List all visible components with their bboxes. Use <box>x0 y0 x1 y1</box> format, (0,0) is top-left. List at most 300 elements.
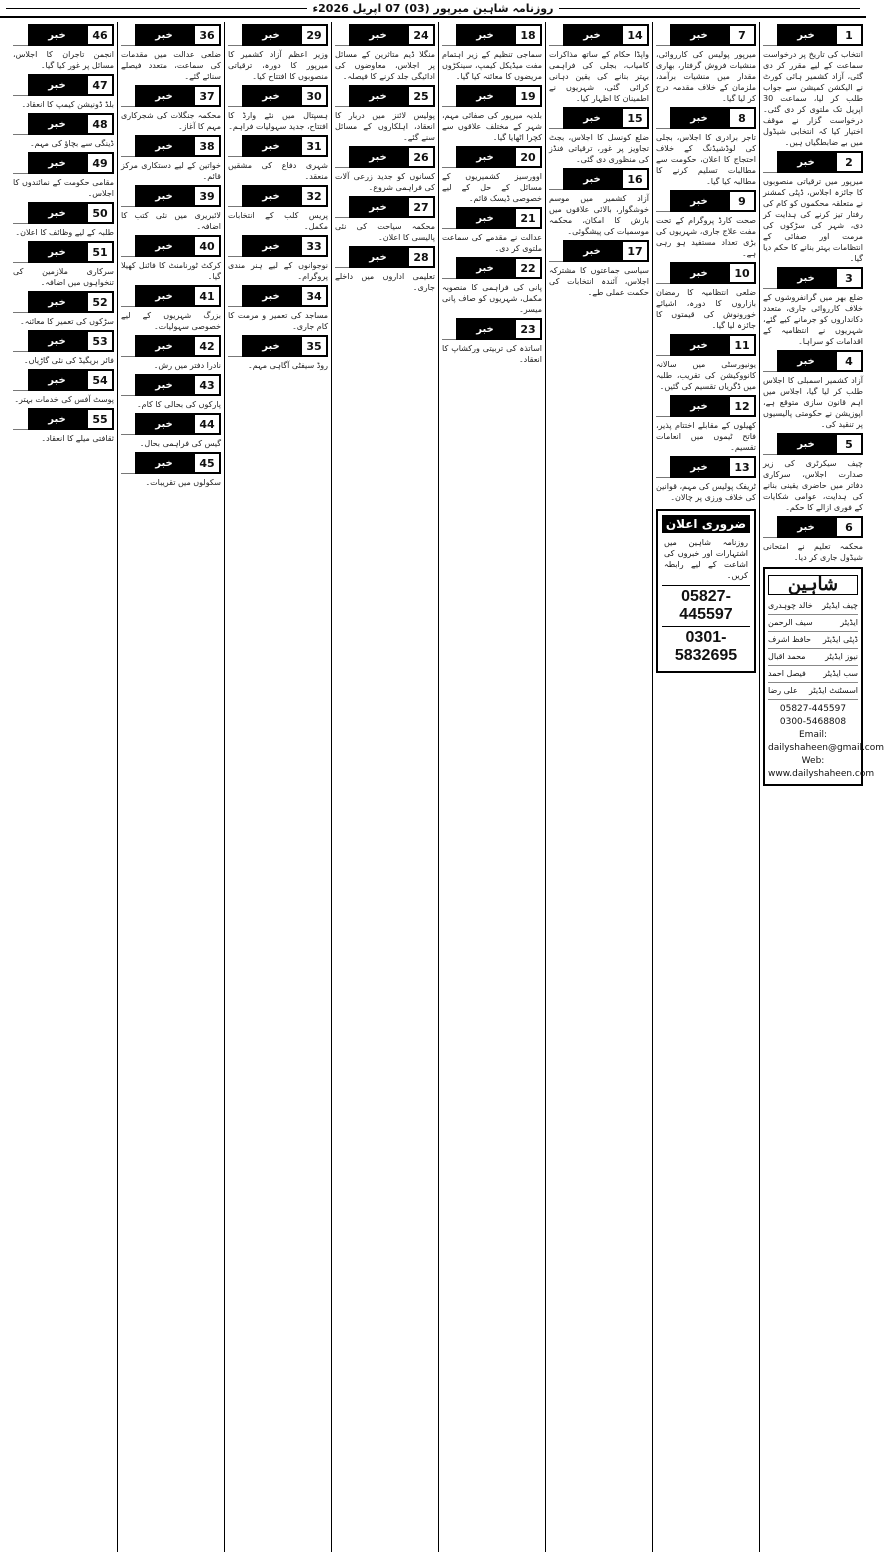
news-item-text: صحت کارڈ پروگرام کے تحت مفت علاج جاری، شہریوں کی بڑی تعداد مستفید ہو رہی ہے۔ <box>656 216 756 258</box>
news-item-tag: خبر <box>563 107 621 129</box>
news-item-tag: خبر <box>349 146 407 168</box>
news-item-tag: خبر <box>456 257 514 279</box>
label-rule <box>442 318 456 340</box>
news-item-number: 47 <box>86 74 114 96</box>
news-item-tag: خبر <box>563 240 621 262</box>
news-item-label <box>121 285 221 307</box>
news-item-number: 22 <box>514 257 542 279</box>
news-item-label <box>335 146 435 168</box>
news-item-number: 52 <box>86 291 114 313</box>
label-rule <box>763 433 777 455</box>
staff-row <box>768 683 858 700</box>
label-rule <box>763 350 777 372</box>
news-item-text: میرپور میں ترقیاتی منصوبوں کا جائزہ اجلاس، ڈپٹی کمشنر نے متعلقہ محکموں کو کام کی رفتار تیز کرنے کی ہدایت کر دی، شہر کی سڑکوں کی مرمت اور صفائی کے انتظامات بہتر بنانے کا حکم دیا گیا۔ <box>763 177 863 263</box>
label-rule <box>335 24 349 46</box>
news-item <box>13 330 114 366</box>
news-item-text: ضلع کونسل کا اجلاس، بجٹ تجاویز پر غور، ترقیاتی فنڈز کی منظوری دی گئی۔ <box>549 133 649 164</box>
news-item-number: 30 <box>300 85 328 107</box>
label-rule <box>13 330 28 352</box>
news-item <box>549 24 649 104</box>
staff-name: خالد چوہدری <box>768 601 813 610</box>
news-item <box>13 202 114 238</box>
news-item <box>763 24 863 148</box>
news-item <box>335 146 435 193</box>
notice-text: روزنامہ شاہین میں اشتہارات اور خبروں کی اشاعت کے لیے رابطہ کریں۔ <box>664 538 748 580</box>
page-number: (03) <box>404 1 430 15</box>
news-item <box>763 151 863 264</box>
news-item <box>656 262 756 331</box>
news-item-number: 2 <box>835 151 863 173</box>
news-item-text: انتخاب کی تاریخ پر درخواست سماعت کے لیے مقرر کر دی گئی، آزاد کشمیر ہائی کورٹ نے الیکشن کمیشن سے جواب طلب کر لیا، سماعت 30 اپریل تک ملتوی کر دی گئی۔ درخواست گزار نے موقف اختیار کیا کہ انتخابی شیڈول میں بے ضابطگیاں ہیں۔ <box>763 50 863 147</box>
news-item-tag: خبر <box>670 190 728 212</box>
news-item-tag: خبر <box>349 196 407 218</box>
news-item-tag: خبر <box>28 291 86 313</box>
news-item-label <box>656 395 756 417</box>
news-item-label <box>121 413 221 435</box>
staff-row <box>768 632 858 649</box>
news-item <box>656 24 756 104</box>
news-item <box>121 335 221 371</box>
news-item <box>228 335 328 371</box>
news-item-number: 19 <box>514 85 542 107</box>
news-item-text: روڈ سیفٹی آگاہی مہم۔ <box>248 361 328 370</box>
news-item-tag: خبر <box>242 135 300 157</box>
news-item-number: 20 <box>514 146 542 168</box>
news-item-text: کسانوں کو جدید زرعی آلات کی فراہمی شروع۔ <box>335 172 435 192</box>
news-item <box>335 85 435 143</box>
news-item-number: 36 <box>193 24 221 46</box>
label-rule <box>442 24 456 46</box>
news-item-text: گیس کی فراہمی بحال۔ <box>139 439 221 448</box>
news-item-tag: خبر <box>28 74 86 96</box>
news-item-number: 40 <box>193 235 221 257</box>
news-item-number: 33 <box>300 235 328 257</box>
news-item-number: 50 <box>86 202 114 224</box>
news-column <box>224 22 331 1552</box>
staff-name: فیصل احمد <box>768 669 806 678</box>
label-rule <box>335 246 349 268</box>
news-item-label <box>763 151 863 173</box>
news-item-tag: خبر <box>135 185 193 207</box>
news-item <box>442 318 542 365</box>
news-item-label <box>13 369 114 391</box>
news-item <box>121 185 221 232</box>
contact-web: Web: www.dailyshaheen.com <box>768 756 875 779</box>
news-item <box>121 24 221 82</box>
news-item-label <box>763 350 863 372</box>
news-item-tag: خبر <box>349 85 407 107</box>
news-item-tag: خبر <box>456 24 514 46</box>
label-rule <box>13 113 28 135</box>
news-item-label <box>442 146 542 168</box>
news-item-text: پارکوں کی بحالی کا کام۔ <box>136 400 221 409</box>
news-item-tag: خبر <box>777 350 835 372</box>
label-rule <box>13 241 28 263</box>
news-item <box>335 196 435 243</box>
news-item-label <box>656 262 756 284</box>
news-item <box>13 113 114 149</box>
news-item-text: میرپور پولیس کی کارروائی، منشیات فروش گرفتار، بھاری مقدار میں منشیات برآمد، ملزمان کے خلاف مقدمہ درج کر لیا گیا۔ <box>656 50 756 103</box>
news-item-number: 4 <box>835 350 863 372</box>
news-item-tag: خبر <box>28 241 86 263</box>
staff-box <box>763 567 884 786</box>
news-item-label <box>13 241 114 263</box>
label-rule <box>13 202 28 224</box>
news-item-text: سڑکوں کی تعمیر کا معائنہ۔ <box>20 317 114 326</box>
contact-email: Email: dailyshaheen@gmail.com <box>768 730 884 753</box>
news-item-tag: خبر <box>28 369 86 391</box>
label-rule <box>763 151 777 173</box>
news-item-number: 16 <box>621 168 649 190</box>
news-item-text: بلڈ ڈونیشن کیمپ کا انعقاد۔ <box>21 100 114 109</box>
news-item-tag: خبر <box>135 374 193 396</box>
news-item-tag: خبر <box>456 318 514 340</box>
news-item <box>13 241 114 288</box>
news-item-text: مقامی حکومت کے نمائندوں کا اجلاس۔ <box>13 178 114 198</box>
news-item <box>763 516 863 563</box>
news-item-number: 10 <box>728 262 756 284</box>
news-item <box>549 107 649 165</box>
news-item <box>228 24 328 82</box>
news-item-text: وزیر اعظم آزاد کشمیر کا میرپور کا دورہ، ترقیاتی منصوبوں کا افتتاح کیا۔ <box>228 50 328 81</box>
news-item-tag: خبر <box>456 146 514 168</box>
news-item-tag: خبر <box>670 107 728 129</box>
news-item-text: ضلعی عدالت میں مقدمات کی سماعت، متعدد فیصلے سنائے گئے۔ <box>121 50 221 81</box>
news-item <box>121 452 221 488</box>
news-item-text: تعلیمی اداروں میں داخلے جاری۔ <box>335 272 435 292</box>
label-rule <box>549 24 563 46</box>
news-item-tag: خبر <box>242 85 300 107</box>
news-item-text: پوسٹ آفس کی خدمات بہتر۔ <box>14 395 114 404</box>
news-item <box>442 207 542 254</box>
news-item-tag: خبر <box>28 113 86 135</box>
news-item-number: 9 <box>728 190 756 212</box>
news-item-tag: خبر <box>670 24 728 46</box>
news-item <box>549 168 649 237</box>
label-rule <box>763 267 777 289</box>
label-rule <box>656 262 670 284</box>
news-item-text: بزرگ شہریوں کے لیے خصوصی سہولیات۔ <box>121 311 221 331</box>
news-item-tag: خبر <box>135 235 193 257</box>
news-item-label <box>13 291 114 313</box>
news-item <box>228 285 328 332</box>
news-item-number: 25 <box>407 85 435 107</box>
label-rule <box>442 257 456 279</box>
news-item-text: انجمن تاجران کا اجلاس، مسائل پر غور کیا گیا۔ <box>13 50 114 70</box>
news-item <box>228 85 328 132</box>
news-item-text: کھیلوں کے مقابلے اختتام پذیر، فاتح ٹیموں میں انعامات تقسیم۔ <box>656 421 756 452</box>
news-item-number: 5 <box>835 433 863 455</box>
news-column <box>652 22 759 1552</box>
news-item <box>13 152 114 199</box>
news-item <box>121 135 221 182</box>
news-item-label <box>121 85 221 107</box>
label-rule <box>335 196 349 218</box>
label-rule <box>656 107 670 129</box>
label-rule <box>13 369 28 391</box>
news-item <box>763 433 863 513</box>
news-item-tag: خبر <box>135 413 193 435</box>
news-item-tag: خبر <box>242 335 300 357</box>
news-item-number: 15 <box>621 107 649 129</box>
label-rule <box>656 334 670 356</box>
news-item-label <box>121 185 221 207</box>
news-item-tag: خبر <box>777 516 835 538</box>
label-rule <box>121 185 135 207</box>
news-item-text: شہری دفاع کی مشقیں منعقد۔ <box>228 161 328 181</box>
news-item-tag: خبر <box>670 456 728 478</box>
news-item <box>656 107 756 187</box>
news-item-number: 13 <box>728 456 756 478</box>
news-item-tag: خبر <box>777 24 835 46</box>
news-item-text: محکمہ سیاحت کی نئی پالیسی کا اعلان۔ <box>335 222 435 242</box>
news-item-text: سکولوں میں تقریبات۔ <box>145 478 221 487</box>
news-item-label <box>228 135 328 157</box>
news-item-number: 54 <box>86 369 114 391</box>
news-item-text: پولیس لائنز میں دربار کا انعقاد، اہلکاروں کے مسائل سنے گئے۔ <box>335 111 435 142</box>
news-column <box>331 22 438 1552</box>
news-item-number: 38 <box>193 135 221 157</box>
label-rule <box>13 24 28 46</box>
staff-name: محمد اقبال <box>768 652 806 661</box>
news-item-label <box>13 113 114 135</box>
newspaper-logo: شاہین <box>768 575 858 595</box>
news-item-number: 43 <box>193 374 221 396</box>
staff-role: ایڈیٹر <box>840 618 858 627</box>
news-item-text: آزاد کشمیر میں موسم خوشگوار، بالائی علاقوں میں بارش کا امکان، محکمہ موسمیات کی پیشگوئی۔ <box>549 194 649 236</box>
news-item-tag: خبر <box>135 452 193 474</box>
news-item-tag: خبر <box>242 24 300 46</box>
news-item-label <box>228 185 328 207</box>
news-item-label <box>228 24 328 46</box>
news-item-text: سماجی تنظیم کے زیر اہتمام مفت میڈیکل کیمپ، سینکڑوں مریضوں کا معائنہ کیا گیا۔ <box>442 50 542 81</box>
news-item-tag: خبر <box>670 395 728 417</box>
news-item <box>13 408 114 444</box>
label-rule <box>228 335 242 357</box>
news-item-text: طلبہ کے لیے وظائف کا اعلان۔ <box>15 228 114 237</box>
label-rule <box>335 146 349 168</box>
news-item-text: ضلعی انتظامیہ کا رمضان بازاروں کا دورہ، اشیائے خورونوش کی قیمتوں کا جائزہ لیا گیا۔ <box>656 288 756 330</box>
notice-box <box>656 509 756 673</box>
news-item-label <box>335 24 435 46</box>
news-item-tag: خبر <box>777 151 835 173</box>
news-item-text: یونیورسٹی میں سالانہ کانووکیشن کی تقریب، طلبہ میں ڈگریاں تقسیم کی گئیں۔ <box>656 360 756 391</box>
news-item-number: 49 <box>86 152 114 174</box>
news-item-text: مساجد کی تعمیر و مرمت کا کام جاری۔ <box>228 311 328 331</box>
news-item-number: 21 <box>514 207 542 229</box>
news-item-tag: خبر <box>670 262 728 284</box>
label-rule <box>442 207 456 229</box>
news-item-number: 29 <box>300 24 328 46</box>
label-rule <box>656 24 670 46</box>
news-item-text: بلدیہ میرپور کی صفائی مہم، شہر کے مختلف علاقوں سے کچرا اٹھایا گیا۔ <box>442 111 542 142</box>
news-item-number: 44 <box>193 413 221 435</box>
news-item-text: پانی کی فراہمی کا منصوبہ مکمل، شہریوں کو صاف پانی میسر۔ <box>442 283 542 314</box>
news-item <box>763 350 863 430</box>
news-item <box>228 235 328 282</box>
news-item-text: اوورسیز کشمیریوں کے مسائل کے حل کے لیے خصوصی ڈیسک قائم۔ <box>442 172 542 203</box>
news-item-label <box>442 207 542 229</box>
news-item-label <box>228 235 328 257</box>
news-item-number: 18 <box>514 24 542 46</box>
news-item-text: عدالت نے مقدمے کی سماعت ملتوی کر دی۔ <box>442 233 542 253</box>
news-item-tag: خبر <box>242 285 300 307</box>
news-item-number: 27 <box>407 196 435 218</box>
news-item-text: محکمہ جنگلات کی شجرکاری مہم کا آغاز۔ <box>121 111 221 131</box>
news-item-number: 32 <box>300 185 328 207</box>
news-item-tag: خبر <box>135 24 193 46</box>
news-item-number: 37 <box>193 85 221 107</box>
news-item <box>228 135 328 182</box>
label-rule <box>228 24 242 46</box>
news-item-number: 46 <box>86 24 114 46</box>
label-rule <box>121 135 135 157</box>
news-item-number: 34 <box>300 285 328 307</box>
staff-role: ڈپٹی ایڈیٹر <box>822 635 858 644</box>
label-rule <box>228 85 242 107</box>
label-rule <box>13 408 28 430</box>
news-item-label <box>442 85 542 107</box>
news-item-label <box>763 267 863 289</box>
staff-row <box>768 649 858 666</box>
news-column <box>10 22 117 1552</box>
news-item-tag: خبر <box>777 433 835 455</box>
label-rule <box>656 190 670 212</box>
news-item-text: کرکٹ ٹورنامنٹ کا فائنل کھیلا گیا۔ <box>121 261 221 281</box>
news-item-label <box>549 107 649 129</box>
news-item-label <box>13 74 114 96</box>
news-item-label <box>656 107 756 129</box>
news-item-label <box>335 85 435 107</box>
news-item-number: 17 <box>621 240 649 262</box>
news-item-number: 51 <box>86 241 114 263</box>
news-item <box>121 374 221 410</box>
label-rule <box>335 85 349 107</box>
news-item-tag: خبر <box>135 285 193 307</box>
label-rule <box>13 152 28 174</box>
news-item-number: 12 <box>728 395 756 417</box>
news-item-tag: خبر <box>777 267 835 289</box>
news-item-number: 42 <box>193 335 221 357</box>
news-item-text: آزاد کشمیر اسمبلی کا اجلاس طلب کر لیا گیا، اجلاس میں اہم قانون سازی متوقع ہے، اپوزیشن نے حکومتی پالیسیوں پر تنقید کی۔ <box>763 376 863 429</box>
news-item <box>13 291 114 327</box>
label-rule <box>121 24 135 46</box>
label-rule <box>121 85 135 107</box>
news-item-number: 55 <box>86 408 114 430</box>
news-item-tag: خبر <box>563 168 621 190</box>
staff-name: حافظ اشرف <box>768 635 811 644</box>
news-item-number: 41 <box>193 285 221 307</box>
news-item-label <box>228 285 328 307</box>
label-rule <box>121 235 135 257</box>
news-item-label <box>656 334 756 356</box>
news-item <box>13 74 114 110</box>
news-item-text: ثقافتی میلے کا انعقاد۔ <box>41 434 114 443</box>
news-item-number: 14 <box>621 24 649 46</box>
label-rule <box>121 452 135 474</box>
staff-role: سب ایڈیٹر <box>823 669 858 678</box>
news-item-number: 35 <box>300 335 328 357</box>
news-item-number: 11 <box>728 334 756 356</box>
news-item-label <box>763 433 863 455</box>
news-item-label <box>442 24 542 46</box>
news-item-label <box>121 235 221 257</box>
news-item-tag: خبر <box>135 85 193 107</box>
label-rule <box>549 168 563 190</box>
news-item-text: ڈینگی سے بچاؤ کی مہم۔ <box>29 139 114 148</box>
news-item <box>228 185 328 232</box>
news-column <box>545 22 652 1552</box>
label-rule <box>442 85 456 107</box>
label-rule <box>121 374 135 396</box>
news-item-label <box>121 374 221 396</box>
label-rule <box>228 285 242 307</box>
masthead: روزنامہ شاہین میرپور <box>433 1 554 15</box>
news-item <box>442 85 542 143</box>
news-item-label <box>228 85 328 107</box>
news-item <box>656 334 756 392</box>
news-item-number: 6 <box>835 516 863 538</box>
news-item-tag: خبر <box>563 24 621 46</box>
news-item <box>656 456 756 503</box>
staff-role: نیوز ایڈیٹر <box>825 652 858 661</box>
contact-phone1: 05827-445597 <box>779 704 847 714</box>
news-column <box>438 22 545 1552</box>
news-columns <box>0 22 884 1552</box>
news-item <box>442 24 542 82</box>
news-item-number: 26 <box>407 146 435 168</box>
news-item-text: محکمہ تعلیم نے امتحانی شیڈول جاری کر دیا۔ <box>763 542 863 562</box>
staff-row <box>768 615 858 632</box>
news-item <box>549 240 649 298</box>
label-rule <box>13 74 28 96</box>
issue-date: 07 اپریل 2026ء <box>312 1 401 15</box>
news-item-tag: خبر <box>242 235 300 257</box>
news-item-text: ہسپتال میں نئے وارڈ کا افتتاح، جدید سہولیات فراہم۔ <box>228 111 328 131</box>
staff-row <box>768 598 858 615</box>
notice-phone-1: 05827-445597 <box>662 585 750 626</box>
news-item-tag: خبر <box>28 408 86 430</box>
news-item-text: واپڈا حکام کے ساتھ مذاکرات کامیاب، بجلی کی فراہمی بہتر بنانے کی یقین دہانی کرائی گئی، شہریوں نے اطمینان کا اظہار کیا۔ <box>549 50 649 103</box>
news-item-tag: خبر <box>28 202 86 224</box>
news-item-tag: خبر <box>456 207 514 229</box>
news-item <box>13 24 114 71</box>
news-item-tag: خبر <box>349 246 407 268</box>
label-rule <box>763 24 777 46</box>
label-rule <box>228 235 242 257</box>
news-item <box>121 85 221 132</box>
staff-name: علی رضا <box>768 686 798 695</box>
news-item-tag: خبر <box>456 85 514 107</box>
news-item-text: تاجر برادری کا اجلاس، بجلی کی لوڈشیڈنگ کے خلاف احتجاج کا اعلان، حکومت سے مطالبات تسلیم کرنے کا مطالبہ کیا گیا۔ <box>656 133 756 186</box>
news-column <box>759 22 884 1552</box>
news-item-text: سیاسی جماعتوں کا مشترکہ اجلاس، آئندہ انتخابات کی حکمت عملی طے۔ <box>549 266 649 297</box>
news-item-label <box>656 24 756 46</box>
contact-info <box>768 700 884 781</box>
news-item-number: 45 <box>193 452 221 474</box>
news-item-label <box>13 202 114 224</box>
news-item-text: نوجوانوں کے لیے ہنر مندی پروگرام۔ <box>228 261 328 281</box>
label-rule <box>763 516 777 538</box>
news-item-text: لائبریری میں نئی کتب کا اضافہ۔ <box>121 211 221 231</box>
news-item-text: منگلا ڈیم متاثرین کے مسائل پر اجلاس، معاوضوں کی ادائیگی جلد کرنے کا فیصلہ۔ <box>335 50 435 81</box>
news-item-text: پریس کلب کے انتخابات مکمل۔ <box>228 211 328 231</box>
news-item-text: چیف سیکرٹری کی زیر صدارت اجلاس، سرکاری دفاتر میں حاضری یقینی بنانے کی ہدایت، عوامی شکایات کے فوری ازالے کا حکم۔ <box>763 459 863 512</box>
news-item-tag: خبر <box>28 330 86 352</box>
news-item <box>442 146 542 204</box>
news-item-tag: خبر <box>349 24 407 46</box>
news-item-number: 3 <box>835 267 863 289</box>
